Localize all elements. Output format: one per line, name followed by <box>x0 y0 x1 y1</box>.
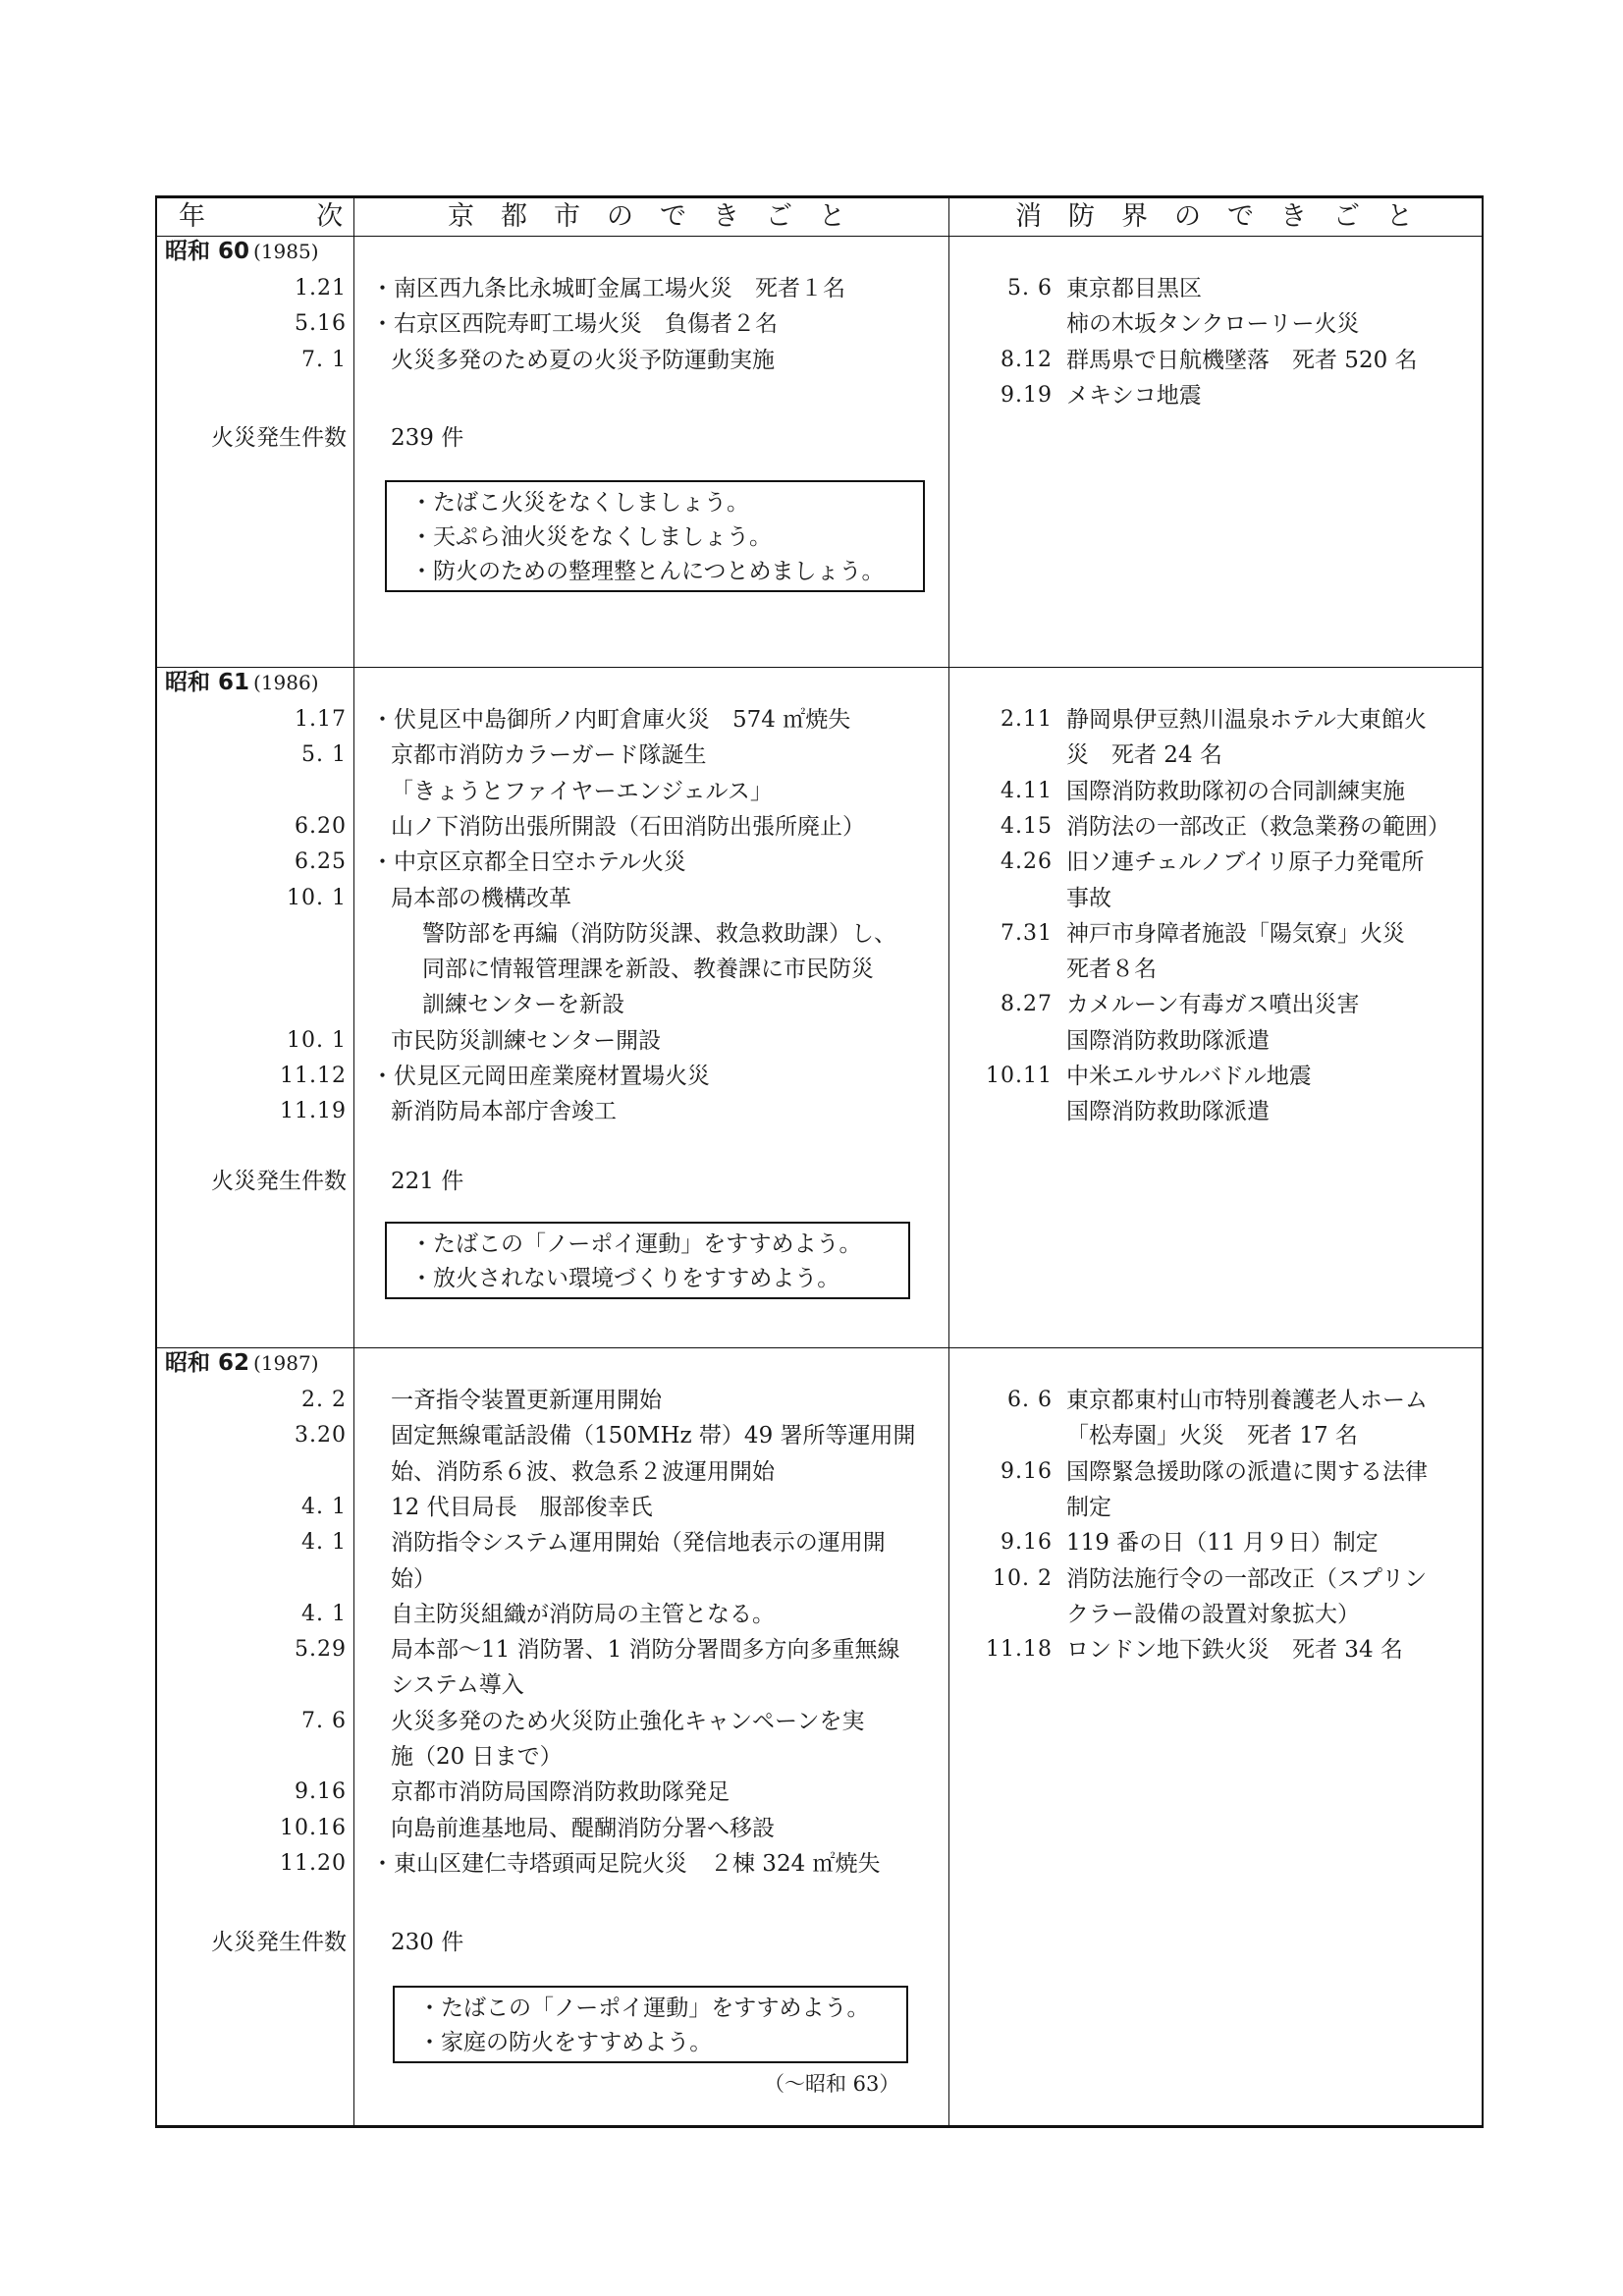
kyoto-event-text: システム導入 <box>391 1672 524 1699</box>
kyoto-event-date: 9.16 <box>295 1779 347 1805</box>
kyoto-event-text: 自主防災組織が消防局の主管となる。 <box>391 1601 775 1627</box>
era-year: (1985) <box>253 240 319 263</box>
national-event-date: 8.12 <box>1001 347 1053 372</box>
kyoto-event-text: 始、消防系６波、救急系２波運用開始 <box>391 1458 775 1485</box>
national-event-text: 事故 <box>1066 885 1111 911</box>
kyoto-event-text: 向島前進基地局、醍醐消防分署へ移設 <box>391 1815 775 1841</box>
national-event-text: 中米エルサルバドル地震 <box>1066 1064 1312 1089</box>
slogan-note: （～昭和 63） <box>764 2072 900 2096</box>
header-national-char: で <box>1227 201 1254 232</box>
header-national-char: ご <box>1333 201 1360 232</box>
header-national-char: 消 <box>1015 201 1042 232</box>
fire-prevention-slogans <box>393 1986 908 2063</box>
national-event-text: 消防法の一部改正（救急業務の範囲） <box>1066 813 1450 840</box>
slogan-line: ・家庭の防火をすすめよう。 <box>418 2030 713 2055</box>
era-year: (1986) <box>253 671 319 694</box>
header-kyoto-char: 都 <box>501 201 527 232</box>
kyoto-event-text: ・右京区西院寿町工場火災 負傷者２名 <box>371 311 778 338</box>
kyoto-event-text: 局本部の機構改革 <box>391 885 571 911</box>
kyoto-event-text: 固定無線電話設備（150MHz 帯）49 署所等運用開 <box>391 1423 916 1449</box>
kyoto-event-text: ・伏見区元岡田産業廃材置場火災 <box>371 1064 710 1089</box>
col-divider-1 <box>353 198 354 2125</box>
kyoto-event-date: 4. 1 <box>301 1601 347 1626</box>
fire-count-label: 火災発生件数 <box>211 425 347 451</box>
header-national-char: の <box>1174 201 1201 232</box>
col-divider-2 <box>948 198 949 2125</box>
kyoto-event-text: 警防部を再編（消防防災課、救急救助課）し、 <box>422 920 896 947</box>
header-kyoto-char: の <box>607 201 633 232</box>
fire-count-value: 221 件 <box>391 1169 464 1194</box>
header-year-char: 年 <box>179 201 205 232</box>
national-event-date: 9.16 <box>1001 1458 1053 1484</box>
kyoto-event-text: 火災多発のため火災防止強化キャンペーンを実 <box>391 1708 865 1734</box>
kyoto-event-text: ・東山区建仁寺塔頭両足院火災 ２棟 324 ㎡焼失 <box>371 1850 881 1877</box>
fire-count-label: 火災発生件数 <box>211 1930 347 1955</box>
header-kyoto-char: 京 <box>448 201 474 232</box>
kyoto-event-text: 一斉指令装置更新運用開始 <box>391 1388 662 1413</box>
kyoto-event-date: 5.16 <box>295 311 347 337</box>
kyoto-event-text: 山ノ下消防出張所開設（石田消防出張所廃止） <box>391 813 865 840</box>
header-kyoto-char: ご <box>766 201 792 232</box>
national-event-date: 8.27 <box>1001 992 1053 1017</box>
national-event-text: 119 番の日（11 月９日）制定 <box>1066 1530 1379 1557</box>
fire-prevention-slogans <box>385 480 925 592</box>
fire-count-value: 230 件 <box>391 1930 464 1955</box>
kyoto-event-date: 10. 1 <box>287 885 347 910</box>
kyoto-event-date: 5. 1 <box>301 742 347 768</box>
national-event-date: 7.31 <box>1001 920 1053 946</box>
header-national-char: き <box>1280 201 1307 232</box>
kyoto-event-date: 11.19 <box>280 1099 347 1124</box>
header-kyoto-char: き <box>713 201 739 232</box>
national-event-date: 9.19 <box>1001 382 1053 408</box>
slogan-line: ・天ぷら油火災をなくしましょう。 <box>410 524 772 550</box>
national-event-date: 2.11 <box>1001 707 1053 732</box>
kyoto-event-date: 10. 1 <box>287 1027 347 1053</box>
national-event-text: メキシコ地震 <box>1066 382 1202 409</box>
kyoto-event-text: 始） <box>391 1565 436 1592</box>
national-event-text: 国際消防救助隊派遣 <box>1066 1027 1270 1054</box>
header-year-char: 次 <box>316 201 344 232</box>
kyoto-event-text: 局本部～11 消防署、1 消防分署間多方向多重無線 <box>391 1637 900 1664</box>
national-event-date: 11.18 <box>986 1637 1053 1663</box>
era-label <box>165 1348 319 1378</box>
kyoto-event-date: 6.25 <box>295 849 347 875</box>
national-event-date: 4.11 <box>1001 778 1053 803</box>
kyoto-event-date: 4. 1 <box>301 1530 347 1556</box>
kyoto-event-date: 7. 1 <box>301 347 347 372</box>
slogan-line: ・たばこ火災をなくしましょう。 <box>410 490 749 516</box>
national-event-text: 国際緊急援助隊の派遣に関する法律 <box>1066 1458 1428 1485</box>
era-label <box>165 237 319 266</box>
header-kyoto-char: と <box>819 201 845 232</box>
national-event-text: 国際消防救助隊初の合同訓練実施 <box>1066 778 1405 804</box>
history-table <box>155 195 1484 2128</box>
kyoto-event-date: 10.16 <box>280 1815 347 1840</box>
national-event-text: 災 死者 24 名 <box>1066 742 1222 769</box>
era-label <box>165 668 319 697</box>
header-divider <box>157 236 1482 237</box>
kyoto-event-text: 消防指令システム運用開始（発信地表示の運用開 <box>391 1530 886 1557</box>
kyoto-event-date: 3.20 <box>295 1423 347 1449</box>
kyoto-event-text: 京都市消防局国際消防救助隊発足 <box>391 1779 730 1806</box>
section-divider-1 <box>157 667 1482 668</box>
national-event-text: 東京都東村山市特別養護老人ホーム <box>1066 1388 1428 1413</box>
national-event-date: 5. 6 <box>1007 276 1053 301</box>
kyoto-event-text: 施（20 日まで） <box>391 1744 563 1770</box>
table-header <box>157 198 1482 236</box>
fire-prevention-slogans <box>385 1222 910 1299</box>
national-event-text: 国際消防救助隊派遣 <box>1066 1099 1270 1125</box>
national-event-date: 4.26 <box>1001 849 1053 875</box>
national-event-date: 10.11 <box>986 1064 1053 1088</box>
kyoto-event-date: 2. 2 <box>301 1388 347 1412</box>
national-event-text: ロンドン地下鉄火災 死者 34 名 <box>1066 1637 1403 1664</box>
national-event-text: 「松寿園」火災 死者 17 名 <box>1066 1423 1358 1449</box>
header-kyoto-char: 市 <box>554 201 580 232</box>
kyoto-event-text: 「きょうとファイヤーエンジェルス」 <box>391 778 773 804</box>
kyoto-event-date: 5.29 <box>295 1637 347 1663</box>
kyoto-event-date: 6.20 <box>295 813 347 839</box>
kyoto-event-text: 市民防災訓練センター開設 <box>391 1027 662 1054</box>
kyoto-event-text: ・中京区京都全日空ホテル火災 <box>371 849 686 876</box>
era-name: 昭和 61 <box>165 670 250 695</box>
national-event-date: 6. 6 <box>1007 1388 1053 1412</box>
kyoto-event-text: 新消防局本部庁舎竣工 <box>391 1099 617 1125</box>
national-event-text: 群馬県で日航機墜落 死者 520 名 <box>1066 347 1418 373</box>
national-event-text: 静岡県伊豆熱川温泉ホテル大東館火 <box>1066 707 1427 733</box>
national-event-date: 4.15 <box>1001 813 1053 839</box>
kyoto-event-date: 1.17 <box>295 707 347 732</box>
national-event-date: 10. 2 <box>993 1565 1053 1591</box>
kyoto-event-date: 4. 1 <box>301 1494 347 1519</box>
slogan-line: ・たばこの「ノーポイ運動」をすすめよう。 <box>410 1231 862 1257</box>
era-year: (1987) <box>253 1351 319 1375</box>
kyoto-event-date: 1.21 <box>295 276 347 301</box>
kyoto-event-text: 訓練センターを新設 <box>422 992 625 1018</box>
section-divider-2 <box>157 1347 1482 1348</box>
slogan-line: ・防火のための整理整とんにつとめましょう。 <box>410 559 885 584</box>
national-event-date: 9.16 <box>1001 1530 1053 1556</box>
kyoto-event-text: ・南区西九条比永城町金属工場火災 死者１名 <box>371 276 845 301</box>
header-kyoto-char: で <box>660 201 686 232</box>
national-event-text: 旧ソ連チェルノブイリ原子力発電所 <box>1066 849 1425 876</box>
kyoto-event-text: 京都市消防カラーガード隊誕生 <box>391 742 707 769</box>
header-kyoto-events <box>448 198 872 236</box>
national-event-text: クラー設備の設置対象拡大） <box>1066 1601 1360 1627</box>
kyoto-event-date: 11.20 <box>280 1850 347 1876</box>
national-event-text: 消防法施行令の一部改正（スプリン <box>1066 1565 1428 1592</box>
national-event-text: 柿の木坂タンクローリー火災 <box>1066 311 1360 338</box>
national-event-text: 死者８名 <box>1066 957 1157 983</box>
kyoto-event-text: ・伏見区中島御所ノ内町倉庫火災 574 ㎡焼失 <box>371 707 851 733</box>
kyoto-event-text: 12 代目局長 服部俊幸氏 <box>391 1494 653 1520</box>
era-name: 昭和 62 <box>165 1350 250 1376</box>
national-event-text: 東京都目黒区 <box>1066 276 1202 301</box>
header-national-char: 界 <box>1121 201 1148 232</box>
kyoto-event-date: 7. 6 <box>301 1708 347 1733</box>
header-national-char: 防 <box>1068 201 1095 232</box>
national-event-text: 制定 <box>1066 1494 1111 1520</box>
kyoto-event-date: 11.12 <box>280 1064 347 1088</box>
slogan-line: ・放火されない環境づくりをすすめよう。 <box>410 1266 840 1291</box>
fire-count-value: 239 件 <box>391 425 464 451</box>
national-event-text: カメルーン有毒ガス噴出災害 <box>1066 992 1360 1018</box>
header-national-events <box>1015 198 1439 236</box>
era-name: 昭和 60 <box>165 239 250 264</box>
fire-count-label: 火災発生件数 <box>211 1169 347 1194</box>
kyoto-event-text: 同部に情報管理課を新設、教養課に市民防災 <box>422 957 874 983</box>
national-event-text: 神戸市身障者施設「陽気寮」火災 <box>1066 920 1405 947</box>
kyoto-event-text: 火災多発のため夏の火災予防運動実施 <box>391 347 775 373</box>
header-year <box>179 198 344 236</box>
slogan-line: ・たばこの「ノーポイ運動」をすすめよう。 <box>418 1995 870 2021</box>
header-national-char: と <box>1386 201 1413 232</box>
